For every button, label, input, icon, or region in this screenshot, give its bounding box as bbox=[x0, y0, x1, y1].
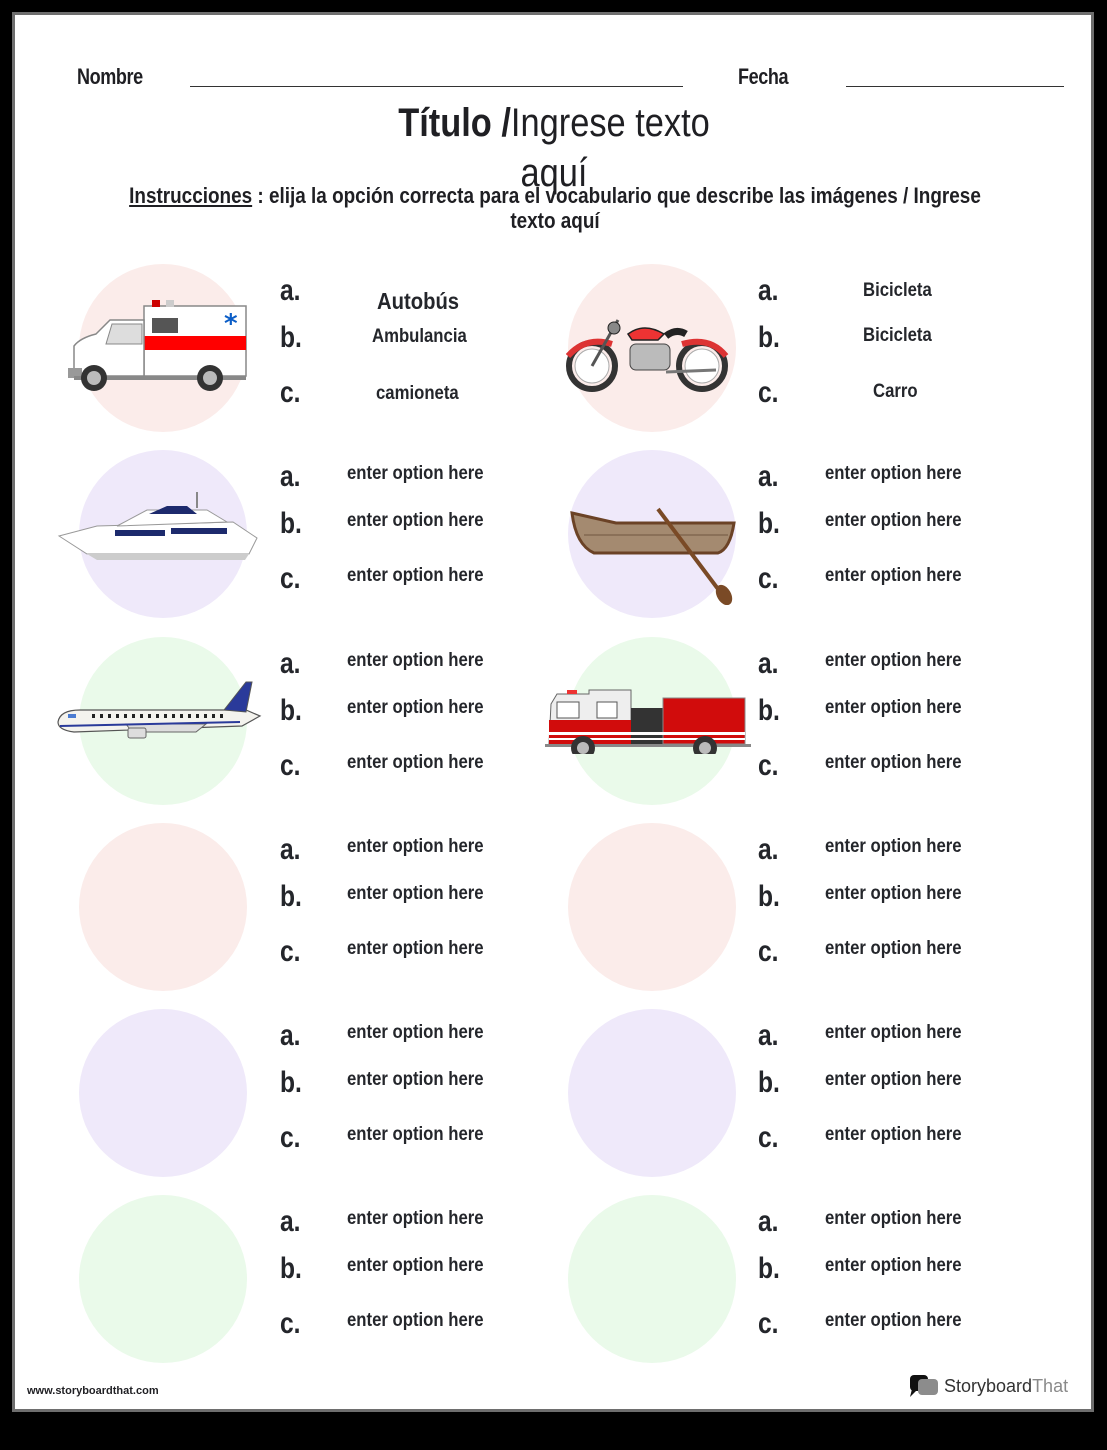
image-circle bbox=[568, 1009, 736, 1177]
option-letter-c: c. bbox=[280, 749, 301, 782]
name-label: Nombre bbox=[77, 64, 143, 89]
option-text-c[interactable]: enter option here bbox=[347, 1124, 484, 1145]
option-text-a[interactable]: enter option here bbox=[347, 1208, 484, 1229]
option-letter-a: a. bbox=[280, 460, 301, 493]
svg-text:*: * bbox=[224, 309, 238, 339]
option-letter-a: a. bbox=[758, 1019, 779, 1052]
option-text-c[interactable]: enter option here bbox=[825, 1310, 962, 1331]
image-circle bbox=[79, 1009, 247, 1177]
option-text-a[interactable]: enter option here bbox=[825, 650, 962, 671]
airplane-image[interactable] bbox=[56, 680, 262, 742]
option-letter-a: a. bbox=[758, 1205, 779, 1238]
option-letter-a: a. bbox=[280, 647, 301, 680]
option-text-b[interactable]: enter option here bbox=[825, 883, 962, 904]
option-letter-c: c. bbox=[758, 1307, 779, 1340]
option-text-c[interactable]: enter option here bbox=[825, 1124, 962, 1145]
rowboat-image[interactable] bbox=[570, 505, 738, 605]
instructions[interactable] bbox=[40, 183, 1070, 233]
option-letter-c: c. bbox=[758, 935, 779, 968]
option-text-b[interactable]: enter option here bbox=[347, 697, 484, 718]
option-text-c[interactable]: camioneta bbox=[376, 383, 459, 404]
option-letter-b: b. bbox=[758, 880, 780, 913]
option-letter-b: b. bbox=[758, 321, 780, 354]
image-circle bbox=[568, 823, 736, 991]
date-field-line[interactable] bbox=[846, 86, 1064, 87]
option-text-b[interactable]: Bicicleta bbox=[863, 325, 932, 346]
logo-that-text: That bbox=[1032, 1375, 1069, 1396]
option-text-b[interactable]: enter option here bbox=[347, 1069, 484, 1090]
option-letter-b: b. bbox=[280, 1066, 302, 1099]
option-text-a[interactable]: enter option here bbox=[825, 463, 962, 484]
footer-url[interactable]: www.storyboardthat.com bbox=[27, 1385, 159, 1397]
option-text-a[interactable]: enter option here bbox=[825, 1208, 962, 1229]
motorcycle-image[interactable] bbox=[566, 308, 730, 392]
date-label: Fecha bbox=[738, 64, 789, 89]
option-text-b[interactable]: enter option here bbox=[825, 510, 962, 531]
name-field-line[interactable] bbox=[190, 86, 683, 87]
option-text-b[interactable]: enter option here bbox=[825, 1255, 962, 1276]
option-letter-a: a. bbox=[280, 1019, 301, 1052]
option-text-a[interactable]: Bicicleta bbox=[863, 280, 932, 301]
option-letter-c: c. bbox=[280, 1307, 301, 1340]
option-letter-a: a. bbox=[280, 833, 301, 866]
option-text-a[interactable]: enter option here bbox=[347, 1022, 484, 1043]
image-circle bbox=[79, 823, 247, 991]
option-letter-b: b. bbox=[758, 694, 780, 727]
option-letter-b: b. bbox=[280, 694, 302, 727]
storyboardthat-logo[interactable] bbox=[908, 1373, 1068, 1399]
option-letter-b: b. bbox=[758, 1252, 780, 1285]
option-letter-c: c. bbox=[758, 562, 779, 595]
option-text-b[interactable]: enter option here bbox=[825, 1069, 962, 1090]
option-text-a[interactable]: enter option here bbox=[347, 836, 484, 857]
option-letter-b: b. bbox=[280, 507, 302, 540]
option-text-a[interactable]: enter option here bbox=[347, 650, 484, 671]
option-letter-b: b. bbox=[280, 1252, 302, 1285]
ambulance-image[interactable] bbox=[66, 298, 248, 393]
option-letter-a: a. bbox=[758, 647, 779, 680]
option-letter-b: b. bbox=[280, 321, 302, 354]
option-letter-a: a. bbox=[758, 833, 779, 866]
option-text-c[interactable]: enter option here bbox=[347, 1310, 484, 1331]
option-text-a[interactable]: enter option here bbox=[825, 1022, 962, 1043]
option-letter-c: c. bbox=[280, 935, 301, 968]
option-letter-c: c. bbox=[280, 376, 301, 409]
option-text-a[interactable]: enter option here bbox=[347, 463, 484, 484]
option-letter-b: b. bbox=[758, 507, 780, 540]
option-text-b[interactable]: enter option here bbox=[347, 1255, 484, 1276]
fire-truck-image[interactable] bbox=[545, 688, 753, 754]
option-text-c[interactable]: enter option here bbox=[347, 565, 484, 586]
instructions-text: : elija la opción correcta para el vocabulario que describe las imágenes / Ingrese texto aquí bbox=[252, 183, 981, 233]
yacht-image[interactable] bbox=[57, 490, 259, 562]
option-text-c[interactable]: enter option here bbox=[347, 752, 484, 773]
option-text-b[interactable]: Ambulancia bbox=[372, 326, 467, 347]
option-letter-c: c. bbox=[758, 749, 779, 782]
option-letter-b: b. bbox=[280, 880, 302, 913]
option-text-a[interactable]: Autobús bbox=[377, 288, 460, 314]
title-text: Ingrese texto aquí bbox=[510, 101, 710, 195]
option-text-c[interactable]: Carro bbox=[873, 381, 918, 402]
option-letter-c: c. bbox=[280, 562, 301, 595]
option-text-c[interactable]: enter option here bbox=[825, 565, 962, 586]
option-letter-a: a. bbox=[280, 274, 301, 307]
title-bold: Título / bbox=[397, 101, 511, 145]
option-letter-c: c. bbox=[758, 376, 779, 409]
option-letter-a: a. bbox=[758, 274, 779, 307]
option-text-b[interactable]: enter option here bbox=[825, 697, 962, 718]
image-circle bbox=[568, 1195, 736, 1363]
logo-storyboard-text: Storyboard bbox=[944, 1375, 1033, 1396]
option-text-c[interactable]: enter option here bbox=[825, 752, 962, 773]
option-letter-a: a. bbox=[758, 460, 779, 493]
option-letter-a: a. bbox=[280, 1205, 301, 1238]
speech-bubble-icon bbox=[908, 1373, 940, 1399]
image-circle bbox=[79, 1195, 247, 1363]
option-text-c[interactable]: enter option here bbox=[347, 938, 484, 959]
option-letter-b: b. bbox=[758, 1066, 780, 1099]
option-text-c[interactable]: enter option here bbox=[825, 938, 962, 959]
option-text-a[interactable]: enter option here bbox=[825, 836, 962, 857]
option-letter-c: c. bbox=[758, 1121, 779, 1154]
instructions-label: Instrucciones bbox=[129, 183, 253, 208]
option-text-b[interactable]: enter option here bbox=[347, 510, 484, 531]
option-letter-c: c. bbox=[280, 1121, 301, 1154]
option-text-b[interactable]: enter option here bbox=[347, 883, 484, 904]
